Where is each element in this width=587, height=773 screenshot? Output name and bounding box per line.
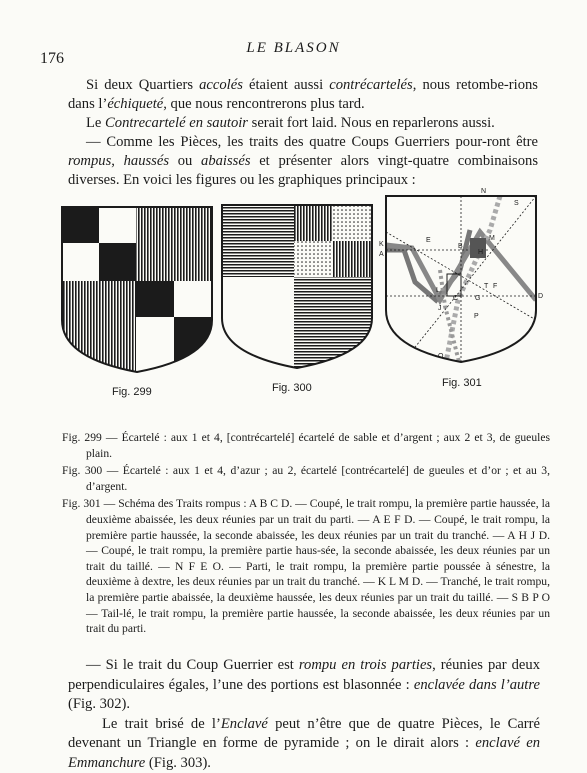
page-number: 176	[40, 50, 64, 68]
italic-term: enclavé en Emmanchure	[68, 735, 540, 771]
letter-label: J	[438, 305, 442, 312]
caption-fig-300: Fig. 300 — Écartelé : aux 1 et 4, d’azur ; au 2, écartelé [contrécartelé] de gueules et d’or ; et au 3, d’argent.	[62, 463, 550, 494]
letter-label: B	[458, 243, 463, 250]
italic-term: échiqueté	[107, 96, 163, 112]
italic-term: Enclavé	[221, 716, 268, 732]
fig-301-label: Fig. 301	[442, 377, 482, 389]
letter-label: K	[379, 241, 384, 248]
text-run: ou	[169, 153, 201, 169]
text-run: Si deux Quartiers	[86, 77, 199, 93]
letter-label: S	[514, 200, 519, 207]
italic-term: enclavée dans l’autre	[414, 677, 540, 693]
letter-label: P	[474, 313, 479, 320]
text-run: (Fig. 302).	[68, 696, 130, 712]
letter-label: G	[475, 295, 480, 302]
letter-label: M	[489, 235, 495, 242]
text-run: (Fig. 303).	[145, 755, 211, 771]
italic-term: rompu en trois parties	[299, 657, 432, 673]
italic-term: rompus	[68, 153, 111, 169]
closing-paragraph-1	[68, 656, 540, 715]
letter-label: H	[478, 249, 483, 256]
italic-term: accolés	[199, 77, 243, 93]
closing-paragraph-2	[68, 715, 540, 773]
letter-label: N	[481, 188, 486, 195]
text-run: Le	[86, 115, 105, 131]
italic-term: abaissés	[201, 153, 250, 169]
text-run: — Si le trait du Coup Guerrier est	[86, 657, 299, 673]
fig-300-shield	[222, 205, 372, 375]
italic-term: haussés	[124, 153, 169, 169]
text-run: et présenter alors vingt-quatre combinaisons diverses. En voici les figures ou les graphiques principaux :	[68, 153, 538, 188]
text-run: serait fort laid. Nous en reparlerons aussi.	[248, 115, 495, 131]
italic-term: contrécartelés	[329, 77, 412, 93]
text-run: ,	[111, 153, 123, 169]
fig-299-shield	[62, 207, 212, 377]
italic-term: Contrecartelé en sautoir	[105, 115, 248, 131]
fig-301-diagram	[386, 196, 536, 366]
letter-label: T	[484, 283, 489, 290]
text-run: étaient aussi	[243, 77, 329, 93]
text-run: — Comme les Pièces, les traits des quatre Coups Guerriers pour-ront être	[86, 134, 538, 150]
caption-fig-301: Fig. 301 — Schéma des Traits rompus : A B C D. — Coupé, le trait rompu, la première partie haussée, la deuxième abaissée, les deux réunies par un trait du parti. — A E F D. — Coupé, le trait rompu, la première partie haussée, la seconde abaissée, les deux réunies par un trait du tranché. — A H J D. — Coupé, le trait rompu, la première partie haus-sée, la seconde abaissée, les deux réunies par un trait du taillé. — N F E O. — Parti, le trait rompu, la première partie poussée à sénestre, la deuxième à dextre, les deux réunies par un trait du tranché. — K L M D. — Tranché, le trait rompu, la première partie abaissée, la deuxième haussée, les deux réunies par un trait du taillé. — S B P O — Tail-lé, le trait rompu, la première partie haussée, la seconde abaissée, les deux réunies par un trait du parti.	[62, 496, 550, 636]
letter-label: D	[538, 293, 543, 300]
letter-label: A	[379, 251, 384, 258]
letter-label: F	[493, 283, 497, 290]
text-run: peut n’être que de quatre Pièces, le Carré devenant un Triangle en forme de pyramide ; on le dirait alors :	[68, 716, 540, 752]
caption-fig-299: Fig. 299 — Écartelé : aux 1 et 4, [contrécartelé] écartelé de sable et d’argent ; aux 2 et 3, de gueules plain.	[62, 430, 550, 461]
fig-299-label: Fig. 299	[112, 386, 152, 398]
letter-label: L	[436, 287, 440, 294]
letter-label: O	[438, 353, 444, 360]
fig-300-label: Fig. 300	[272, 382, 312, 394]
closing-text	[68, 656, 540, 773]
text-run: , réunies par deux perpendiculaires égales, l’une des portions est blasonnée :	[68, 657, 540, 693]
figure-captions	[62, 430, 550, 639]
letter-label: C	[453, 295, 458, 302]
text-run: Le trait brisé de l’	[102, 716, 221, 732]
text-run: , que nous rencontrerons plus tard.	[163, 96, 364, 112]
letter-label: E	[426, 237, 431, 244]
text-run: , nous retombe-rions dans l’	[68, 77, 538, 112]
running-header: LE BLASON	[0, 40, 587, 57]
